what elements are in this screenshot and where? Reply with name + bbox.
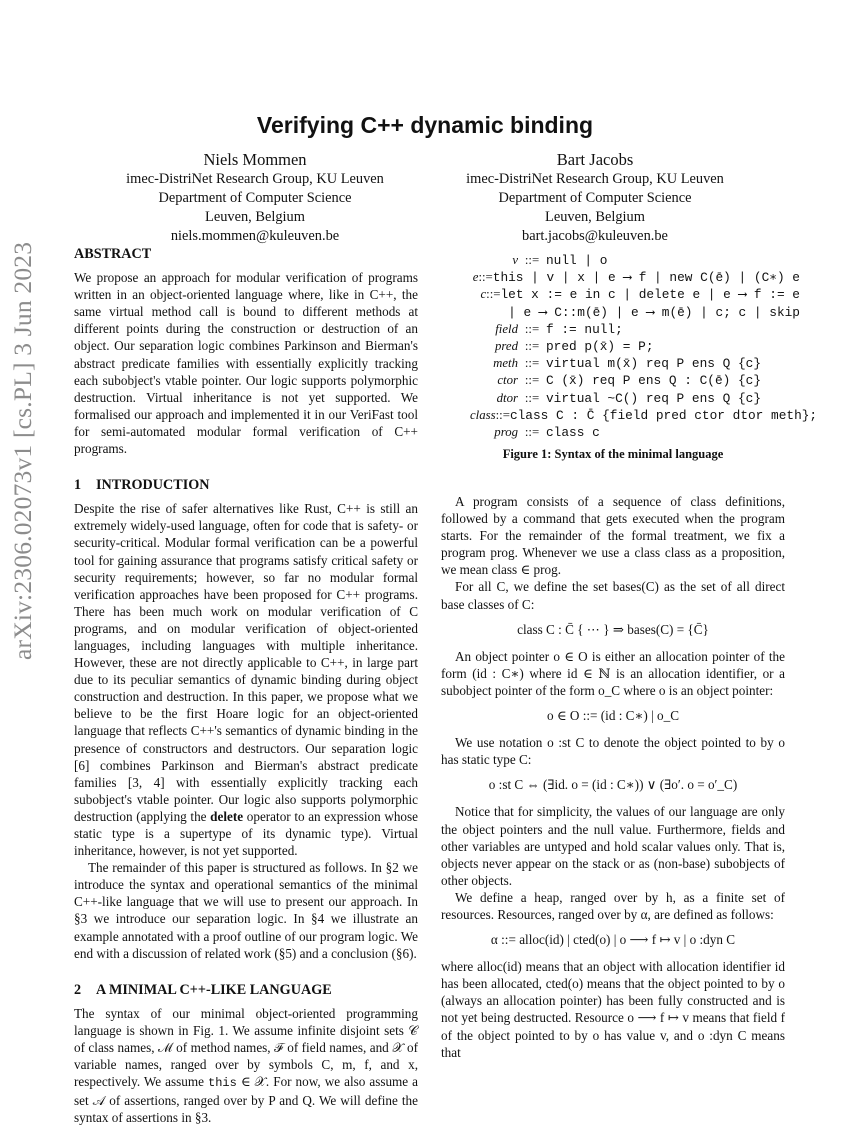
grammar-rhs: virtual m(x̄) req P ens Q {c} [546, 356, 762, 372]
grammar-row [470, 252, 800, 269]
grammar-lhs: v [512, 253, 518, 267]
grammar-lhs: c [480, 287, 487, 302]
grammar-lhs: e [472, 270, 479, 285]
intro-text-a: Despite the rise of safer alternatives like Rust, C++ is still an extremely widely-used language, often for code that is safety- or security-critical. Modular formal verification can be a powerful tool for gaining assurance that programs satisfy critical safety or security requirements; however, so far no modular formal verification approaches have been proposed for C++ programs. There has been much work on modular verification of C programs, and on modular verification of object-oriented languages, including languages with multiple inheritance. However, these are not directly applicable to C++, in large part due to its peculiar semantics of dynamic binding during object construction and destruction. In this paper, we propose what we believe to be the first Hoare logic for an object-oriented language that reflects C++'s semantics of dynamic binding in the presence of constructors and destructors. Our separation logic [6] combines Parkinson and Bierman's abstract predicate families [3, 4] with essentially explicitly tracking each subobject's vtable pointer. Our logic also supports polymorphic destruction (applying the [74, 501, 418, 824]
grammar-row [470, 269, 800, 286]
paper-title: Verifying C++ dynamic binding [256, 112, 594, 138]
grammar-row [470, 338, 800, 355]
abstract-heading: ABSTRACT [74, 246, 152, 262]
body-paragraph: where alloc(id) means that an object with allocation identifier id has been allocated, cted(o) means that the object pointed to by o (always an allocation pointer) has been fully constructed and is not yet being destructed. Resource o ⟶ f ↦ v means that field f of the object pointed to by o has value v, and o :dyn C means that [441, 959, 785, 1060]
grammar-lhs: dtor [496, 390, 518, 405]
author-block-2 [425, 150, 765, 246]
body-paragraph: We use notation o :st C to denote the object pointed to by o has static type C: [441, 735, 785, 768]
section-title: A MINIMAL C++-LIKE LANGUAGE [96, 981, 332, 998]
body-paragraph: Notice that for simplicity, the values of our language are only the object pointers and the null value. Furthermore, fields and other variables are untyped and hold scalar values only. That is, objects never appear on the stack or as (non-base) subobjects of other objects. [441, 804, 785, 888]
intro-paragraph-2: The remainder of this paper is structured as follows. In §2 we introduce the syntax and operational semantics of the minimal C++-like language that we will use to present our approach. In §3 we introduce our separation logic. In §4 we illustrate an example annotated with a proof outline of our program logic. We end with a discussion of related work (§5) and a conclusion (§6). [74, 860, 418, 961]
section-heading-introduction [74, 477, 418, 494]
body-paragraph: We define a heap, ranged over by h, as a finite set of resources. Resources, ranged over by α, are defined as follows: [441, 889, 785, 922]
intro-bold-keyword: delete [210, 808, 244, 824]
equation: o ∈ O ::= (id : C∗) | o_C [546, 708, 680, 724]
grammar-op: ::= [486, 287, 501, 302]
grammar-lhs: field [495, 321, 518, 336]
grammar-row [470, 321, 800, 338]
grammar-rhs: class c [546, 425, 600, 441]
grammar-lhs: class [470, 407, 496, 422]
grammar-row [470, 355, 800, 372]
author-department: Department of Computer Science [158, 190, 352, 206]
language-text-a: The syntax of our minimal object-oriented programming language is shown in Fig. 1. We assume infinite disjoint sets 𝒞 of class names, ℳ of method names, ℱ of field names, and 𝒳 of variable names, ranged over by symbols C, m, f, and x, respectively. We assume [74, 1005, 418, 1090]
grammar-row [470, 390, 800, 407]
grammar-op: ::= [524, 356, 540, 371]
body-paragraph: An object pointer o ∈ O is either an allocation pointer of the form (id : C∗) where id ∈ ℕ is an allocation identifier, or a subobject pointer of the form o_C where o is an object pointer: [441, 648, 785, 698]
language-paragraph-1 [74, 1005, 418, 1127]
figure-caption: Figure 1: Syntax of the minimal language [502, 447, 724, 461]
grammar-lhs: ctor [497, 373, 518, 388]
author-email: bart.jacobs@kuleuven.be [522, 228, 668, 244]
grammar-op: ::= [524, 321, 540, 336]
equation: α ::= alloc(id) | cted(o) | o ⟶ f ↦ v | o :dyn C [490, 932, 736, 948]
grammar-op: ::= [495, 407, 510, 422]
grammar-row [470, 424, 800, 441]
grammar-lhs: pred [495, 339, 518, 354]
author-affiliation: imec-DistriNet Research Group, KU Leuven [466, 171, 724, 187]
intro-paragraph-1 [74, 500, 418, 859]
abstract-text: We propose an approach for modular verification of programs written in an object-oriented language where, like in C++, the same virtual method call is bound to different methods at different points during the construction or destruction of an object. Our separation logic combines Parkinson and Bierman's abstract predicate families with essentially explicitly tracking each subobject's vtable pointer. Our logic supports polymorphic destruction. Virtual inheritance is not yet supported. We formalised our approach and implemented it in our VeriFast tool for semi-automated modular formal verification of C++ programs. [74, 270, 418, 457]
grammar-lhs [470, 304, 494, 321]
syntax-figure [470, 252, 818, 441]
grammar-rhs: null | o [546, 253, 608, 268]
section-heading-language [74, 982, 418, 999]
body-paragraph: A program consists of a sequence of class definitions, followed by a command that gets executed when the program starts. For the remainder of the formal treatment, we fix a program prog. Whenever we use a class class as a proposition, we mean class ∈ prog. [441, 494, 785, 578]
section-number: 2 [74, 981, 82, 998]
author-name: Niels Mommen [203, 150, 307, 169]
grammar-lhs: meth [493, 356, 518, 371]
grammar-op: ::= [524, 390, 540, 405]
author-department: Department of Computer Science [498, 190, 692, 206]
author-name: Bart Jacobs [556, 150, 634, 169]
right-column [441, 493, 785, 1061]
body-paragraph: For all C, we define the set bases(C) as the set of all direct base classes of C: [441, 579, 785, 612]
author-email: niels.mommen@kuleuven.be [170, 228, 340, 244]
grammar-lhs: prog [494, 425, 518, 440]
grammar-rhs: class C : C̄ {field pred ctor dtor meth}; [509, 407, 818, 423]
grammar-op: ::= [524, 373, 540, 388]
author-location: Leuven, Belgium [205, 209, 305, 225]
grammar-op: ::= [524, 425, 540, 440]
grammar-op: ::= [478, 270, 493, 285]
grammar-rhs: pred p(x̄) = P; [546, 339, 654, 355]
grammar-rhs: f := null; [546, 321, 623, 337]
grammar-row [470, 286, 800, 303]
equation: o :st C ⇔ (∃id. o = (id : C∗)) ∨ (∃o′. o = o′_C) [488, 777, 738, 793]
grammar-row [470, 372, 800, 389]
language-code-this: this [208, 1076, 237, 1091]
grammar-rhs: C (x̄) req P ens Q : C(ē) {c} [546, 373, 762, 389]
grammar-op: ::= [524, 339, 540, 354]
section-title: INTRODUCTION [96, 477, 210, 494]
grammar-rhs: this | v | x | e ⟶ f | new C(ē) | (C∗) e [492, 270, 800, 286]
grammar-rhs: | e ⟶ C::m(ē) | e ⟶ m(ē) | c; c | skip [508, 304, 800, 320]
grammar-row [470, 407, 818, 424]
section-number: 1 [74, 477, 82, 494]
grammar-rhs: let x := e in c | delete e | e ⟶ f := e [500, 287, 800, 303]
grammar-op [494, 304, 508, 321]
author-affiliation: imec-DistriNet Research Group, KU Leuven [126, 171, 384, 187]
grammar-op: ::= [524, 253, 540, 267]
author-block-1 [85, 150, 425, 246]
grammar-row [470, 304, 800, 321]
language-text-b: ∈ 𝒳. For now, we also assume a set 𝒜 of assertions, ranged over by P and Q. We will define the syntax of assertions in §3. [74, 1074, 419, 1126]
grammar-rhs: virtual ~C() req P ens Q {c} [546, 390, 762, 406]
left-column [74, 246, 418, 1127]
equation: class C : C̄ { ⋯ } ⇒ bases(C) = {C̄} [517, 621, 709, 637]
author-location: Leuven, Belgium [545, 209, 645, 225]
intro-text-b: operator to an expression whose static type is a supertype of its dynamic type). Virtual inheritance, however, is not yet supported. [74, 808, 419, 859]
arxiv-identifier-stamp: arXiv:2306.02073v1 [cs.PL] 3 Jun 2023 [8, 241, 37, 660]
